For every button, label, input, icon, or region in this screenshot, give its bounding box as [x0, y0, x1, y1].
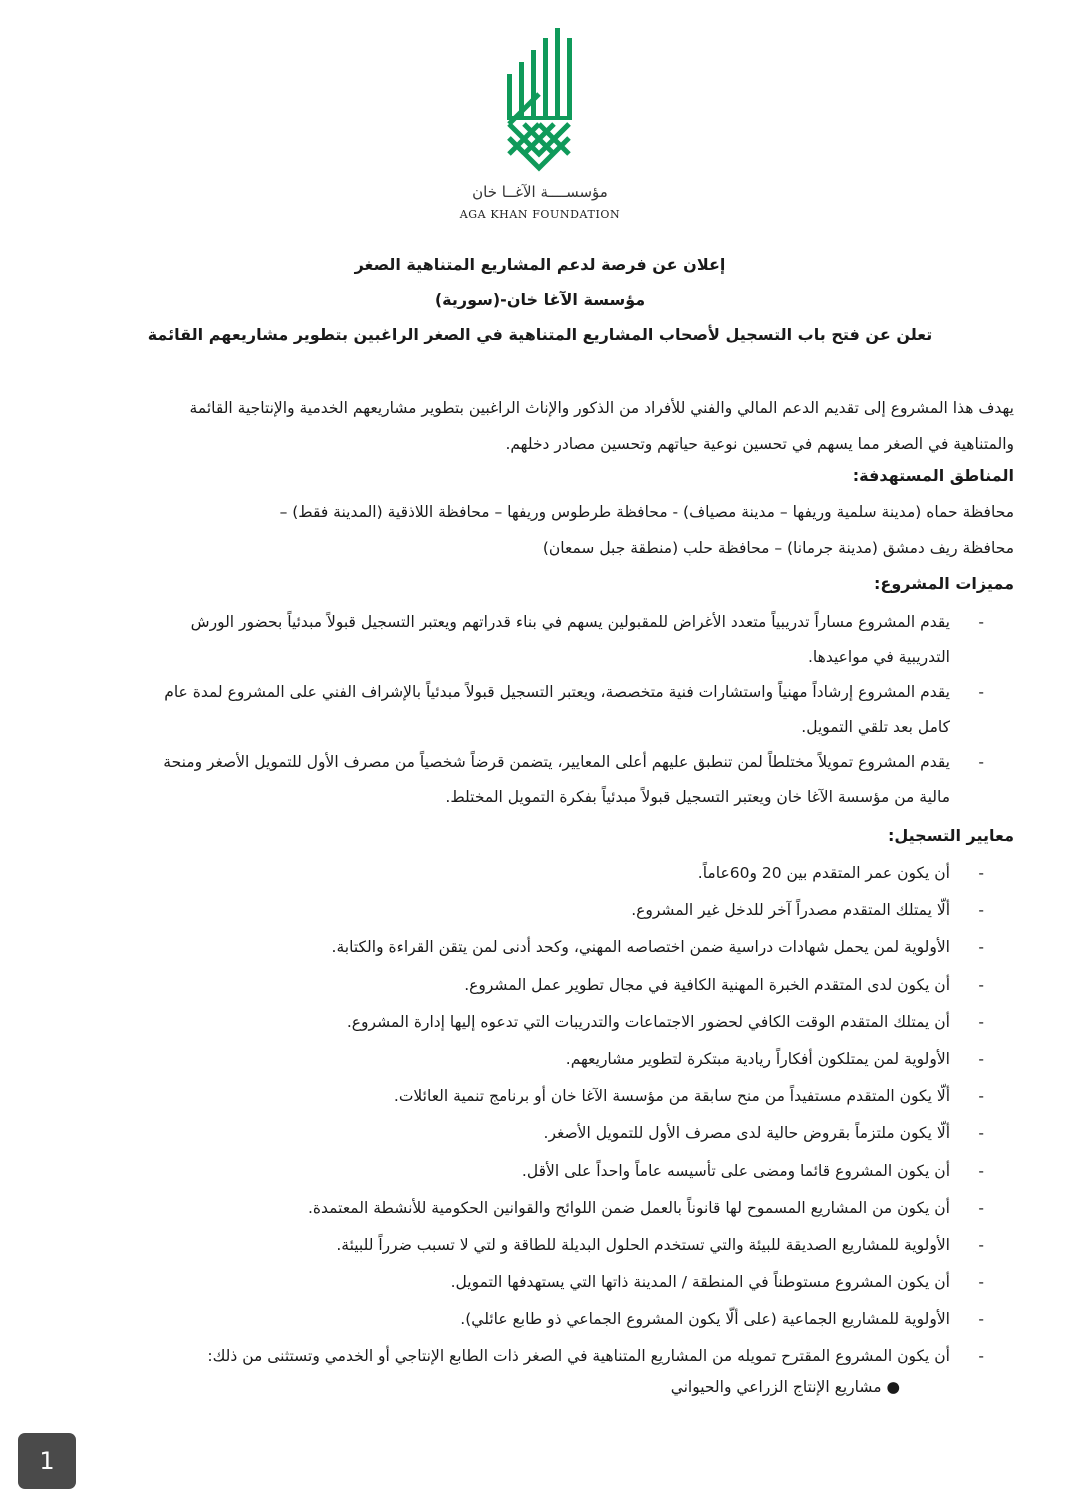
list-item: - الأولوية لمن يحمل شهادات دراسية ضمن اختصاصه المهني، وكحد أدنى لمن يتقن القراءة والكتابة. [331, 938, 984, 957]
list-item: - ألّا يكون المتقدم مستفيداً من منح سابقة من مؤسسة الآغا خان أو برنامج تنمية العائلات. [393, 1087, 984, 1106]
aga-khan-logo-icon [495, 28, 587, 178]
list-item: - أن يكون المشروع قائما ومضى على تأسيسه عاماً واحداً على الأقل. [521, 1161, 984, 1180]
list-item: - ألّا يكون ملتزماً بقروض حالية لدى مصرف الأول للتمويل الأصغر. [543, 1124, 984, 1143]
list-item: - يقدم المشروع مساراً تدريبياً متعدد الأغراض للمقبولين يسهم في بناء قدراتهم ويعتبر التسجيل قبولاً مبدئياً بحضور الورش التدريبية في مواعيدها. [190, 613, 984, 666]
list-item: - أن يكون لدى المتقدم الخبرة المهنية الكافية في مجال تطوير عمل المشروع. [464, 975, 984, 994]
announcement-subtitle: مؤسسة الآغا خان-(سورية) [434, 290, 646, 309]
announcement-title: إعلان عن فرصة لدعم المشاريع المتناهية الصغر [354, 255, 726, 274]
org-name-english: AGA KHAN FOUNDATION [459, 208, 621, 221]
list-item: - يقدم المشروع إرشاداً مهنياً واستشارات فنية متخصصة، ويعتبر التسجيل قبولاً مبدئياً بالإشراف الفني على المشروع لمدة عام كامل بعد تلقي التمويل. [164, 683, 984, 736]
list-item: - أن يكون عمر المتقدم بين 20 و60عاماً. [697, 864, 984, 882]
org-name-arabic: مؤسســــة الآغــا خان [472, 183, 608, 201]
list-item: - الأولوية للمشاريع الجماعية (على ألّا يكون المشروع الجماعي ذو طابع عائلي). [460, 1310, 984, 1329]
list-item: - يقدم المشروع تمويلاً مختلطاً لمن تنطبق عليهم أعلى المعايير، يتضمن قرضاً شخصياً من مصرف الأول للتمويل الأصغر ومنحة مالية من مؤسسة الآغا خان ويعتبر التسجيل قبولاً مبدئياً بفكرة التمويل المختلط. [163, 753, 984, 806]
announcement-tagline: تعلن عن فتح باب التسجيل لأصحاب المشاريع المتناهية في الصغر الراغبين بتطوير مشاريعهم القائمة [147, 325, 933, 344]
page-number-badge: 1 [18, 1433, 76, 1489]
regions-heading: المناطق المستهدفة: [852, 466, 1014, 485]
criteria-heading: معايير التسجيل: [887, 826, 1014, 845]
list-item: - أن يكون المشروع المقترح تمويله من المشاريع المتناهية في الصغر ذات الطابع الإنتاجي أو الخدمي وتستثنى من ذلك: [207, 1347, 984, 1366]
intro-line-1: يهدف هذا المشروع إلى تقديم الدعم المالي والفني للأفراد من الذكور والإناث الراغبين بتطوير مشاريعهم الخدمية والإنتاجية القائمة [189, 399, 1014, 417]
sub-bullet-item: ● مشاريع الإنتاج الزراعي والحيواني [670, 1378, 900, 1396]
list-item: - ألّا يمتلك المتقدم مصدراً آخر للدخل غير المشروع. [631, 901, 984, 920]
features-heading: مميزات المشروع: [874, 574, 1014, 593]
features-list [94, 605, 1014, 815]
intro-line-2: والمتناهية في الصغر مما يسهم في تحسين نوعية حياتهم وتحسين مصادر دخلهم. [505, 435, 1014, 453]
intro-paragraph [114, 390, 1014, 462]
list-item: - الأولوية لمن يمتلكون أفكاراً ريادية مبتكرة لتطوير مشاريعهم. [565, 1049, 984, 1068]
regions-paragraph [114, 494, 1014, 566]
list-item: - أن يكون من المشاريع المسموح لها قانوناً بالعمل ضمن اللوائح والقوانين الحكومية للأنشطة المعتمدة. [308, 1198, 984, 1217]
list-item: - أن يمتلك المتقدم الوقت الكافي لحضور الاجتماعات والتدريبات التي تدعوه إليها إدارة المشروع. [346, 1012, 984, 1031]
criteria-list [94, 855, 1014, 1376]
list-item: - الأولوية للمشاريع الصديقة للبيئة والتي تستخدم الحلول البديلة للطاقة و لتي لا تسبب ضرراً للبيئة. [336, 1235, 984, 1254]
bullet-icon: ● [886, 1378, 900, 1396]
list-item: - أن يكون المشروع مستوطناً في المنطقة / المدينة ذاتها التي يستهدفها التمويل. [450, 1273, 984, 1292]
regions-line-2: محافظة ريف دمشق (مدينة جرمانا) – محافظة حلب (منطقة جبل سمعان) [542, 539, 1014, 557]
regions-line-1: محافظة حماه (مدينة سلمية وريفها – مدينة مصياف) - محافظة طرطوس وريفها – محافظة اللاذقية (المدينة فقط) – [279, 503, 1014, 521]
